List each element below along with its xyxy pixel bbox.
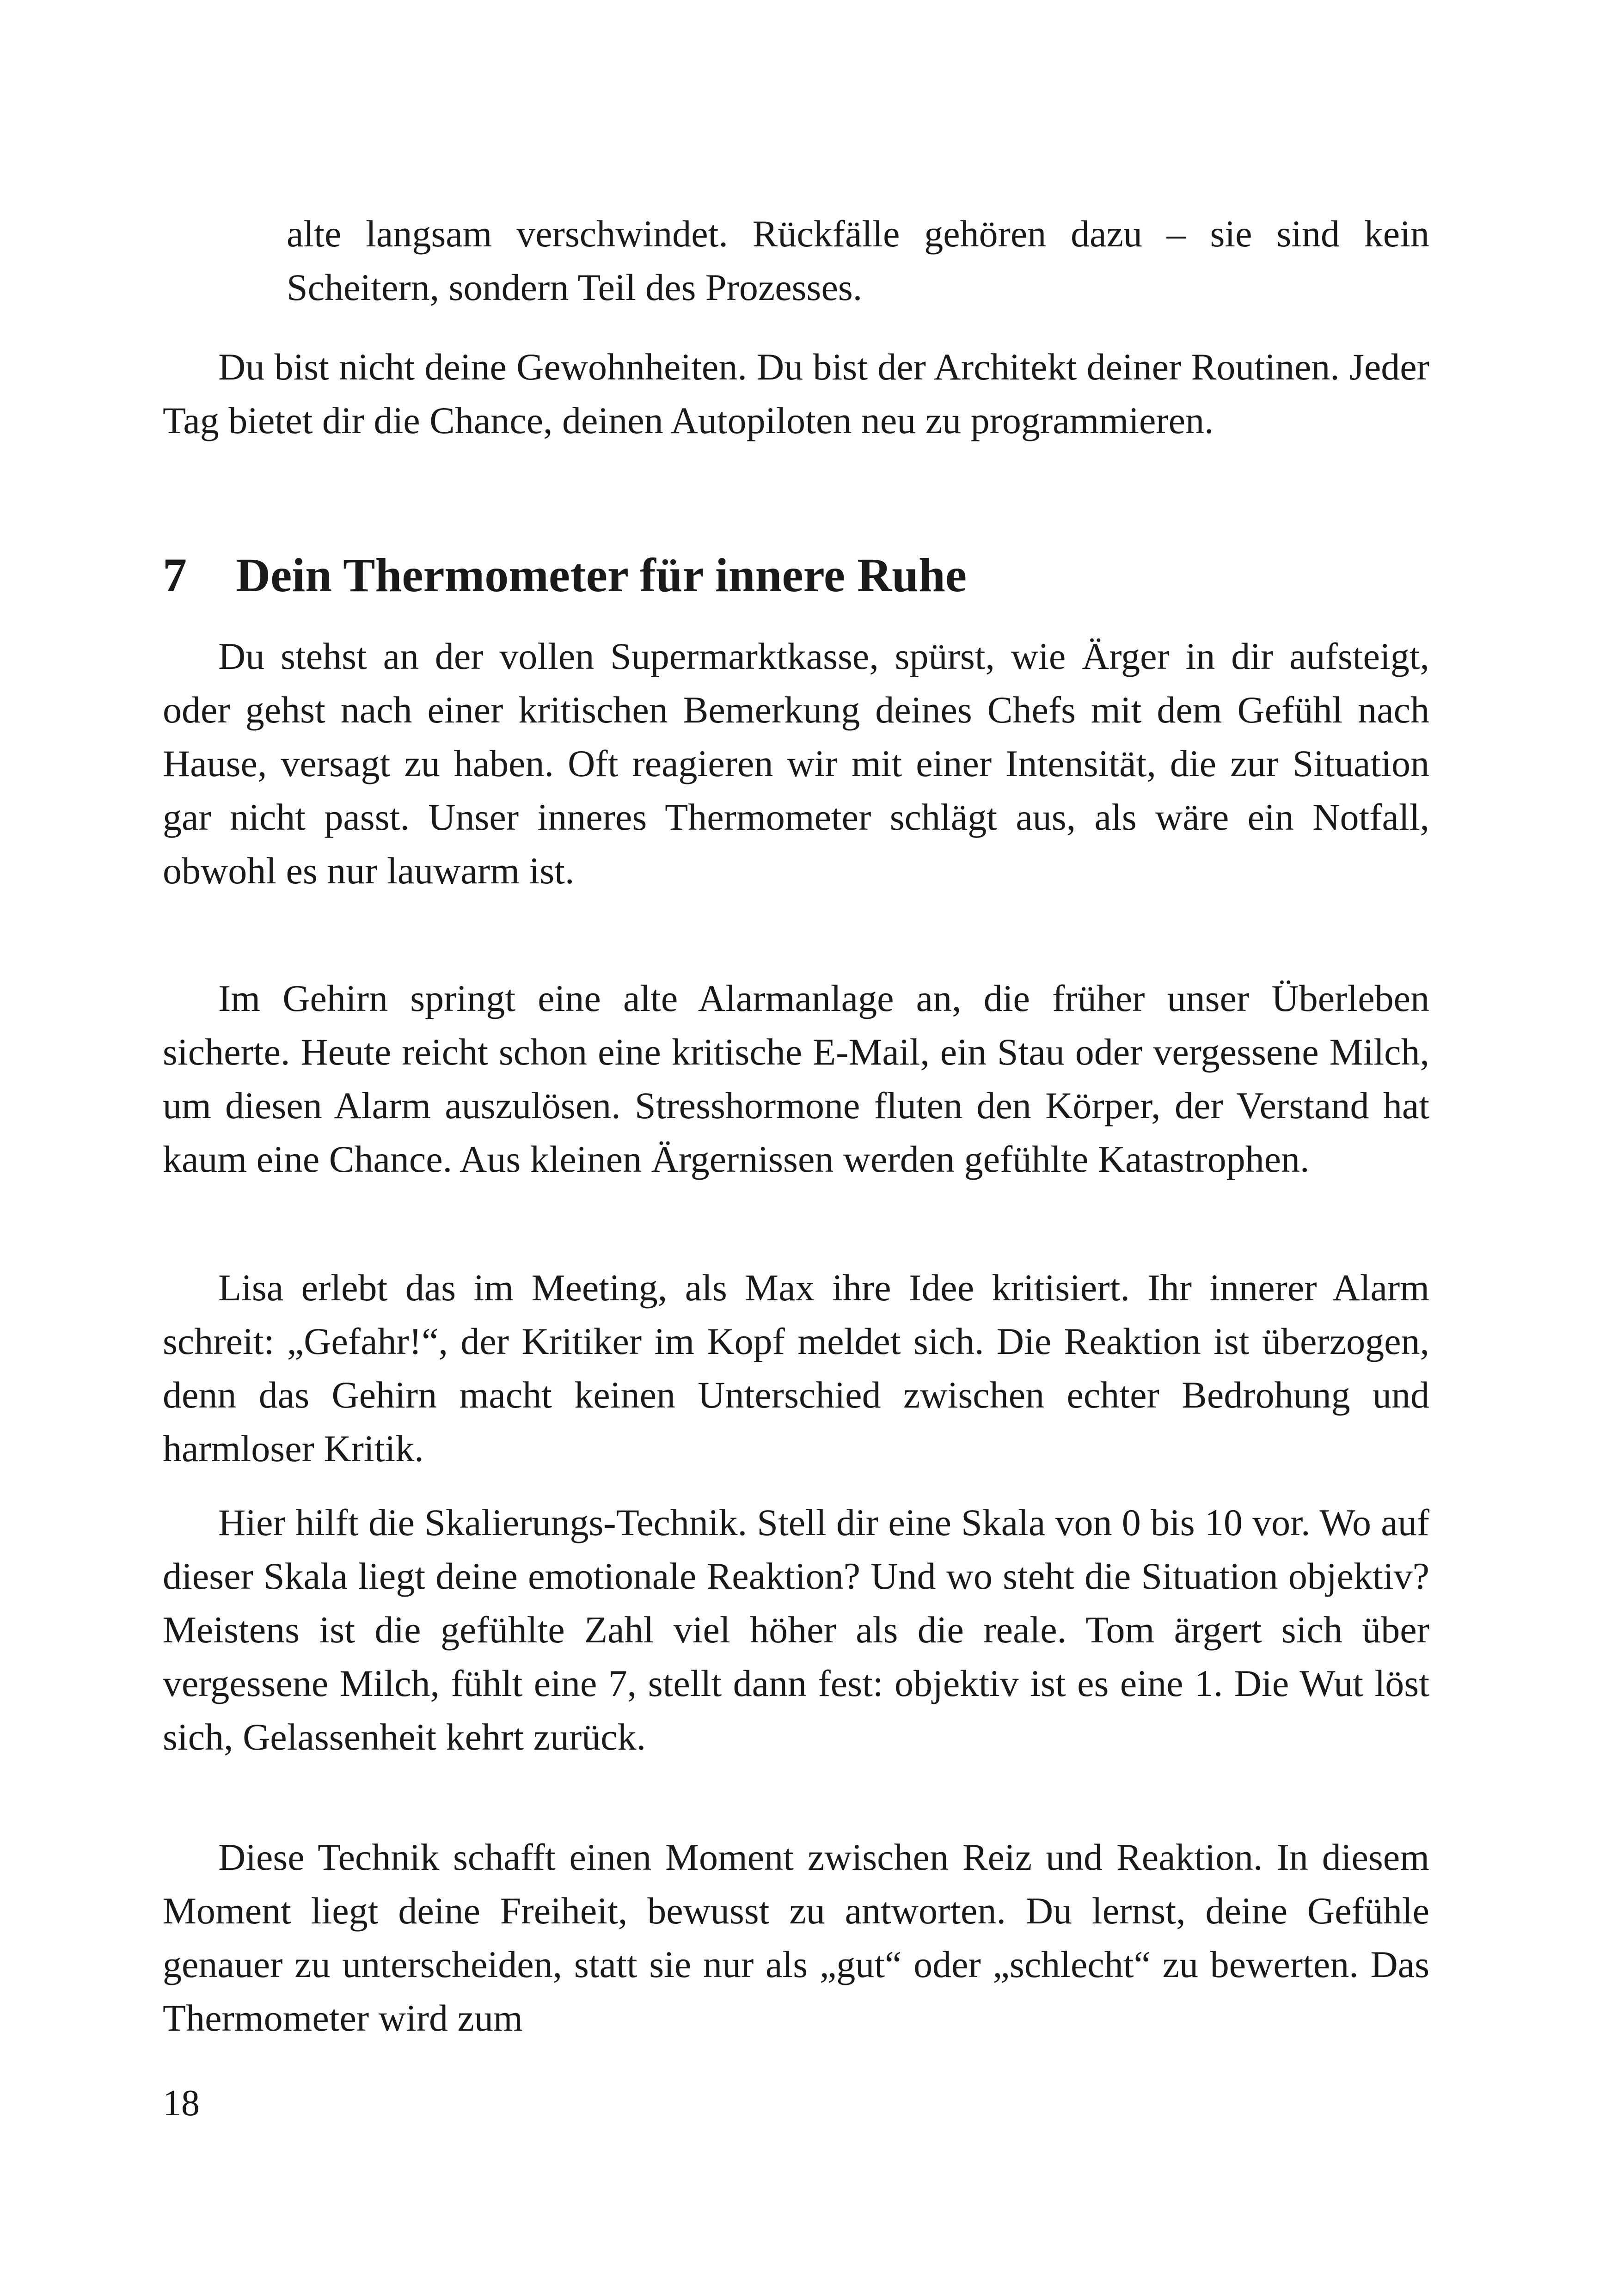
page-number: 18 — [163, 2083, 200, 2124]
body-paragraph: Lisa erlebt das im Meeting, als Max ihre Idee kritisiert. Ihr innerer Alarm schreit: „Gefahr!“, der Kritiker im Kopf meldet sich. Die Reaktion ist überzogen, denn das Gehirn macht keinen Unterschied zwischen echter Bedrohung und harmloser Kritik. — [163, 1267, 1429, 1469]
body-paragraph: Diese Technik schafft einen Moment zwischen Reiz und Reaktion. In diesem Moment liegt deine Freiheit, bewusst zu antworten. Du lernst, deine Gefühle genauer zu unterscheiden, statt sie nur als „gut“ oder „schlecht“ zu bewerten. Das Thermometer wird zum — [163, 1836, 1429, 2039]
section-title: Dein Thermometer für innere Ruhe — [236, 549, 967, 602]
body-paragraph: Im Gehirn springt eine alte Alarmanlage an, die früher unser Überleben sicherte. Heute reicht schon eine kritische E-Mail, ein Stau oder vergessene Milch, um diesen Alarm auszulösen. Stresshormone fluten den Körper, der Verstand hat kaum eine Chance. Aus kleinen Ärgernissen werden gefühlte Katastrophen. — [163, 977, 1429, 1180]
body-paragraph-block-4 — [163, 1496, 1429, 1764]
body-paragraph-block-2 — [163, 972, 1429, 1186]
closing-paragraph-block — [163, 340, 1429, 447]
body-paragraph-block-1 — [163, 630, 1429, 898]
continued-list-item-text: alte langsam verschwindet. Rückfälle gehören dazu – sie sind kein Scheitern, sondern Teil des Prozesses. — [287, 213, 1429, 308]
section-number: 7 — [163, 549, 187, 602]
section-heading — [163, 545, 1429, 606]
body-paragraph: Du stehst an der vollen Supermarktkasse, spürst, wie Ärger in dir aufsteigt, oder gehst nach einer kritischen Bemerkung deines Chefs mit dem Gefühl nach Hause, versagt zu haben. Oft reagieren wir mit einer Intensität, die zur Situation gar nicht passt. Unser inneres Thermometer schlägt aus, als wäre ein Notfall, obwohl es nur lauwarm ist. — [163, 635, 1429, 892]
closing-paragraph: Du bist nicht deine Gewohnheiten. Du bist der Architekt deiner Routinen. Jeder Tag bietet dir die Chance, deinen Autopiloten neu zu programmieren. — [163, 346, 1429, 441]
body-paragraph: Hier hilft die Skalierungs-Technik. Stell dir eine Skala von 0 bis 10 vor. Wo auf dieser Skala liegt deine emotionale Reaktion? Und wo steht die Situation objektiv? Meistens ist die gefühlte Zahl viel höher als die reale. Tom ärgert sich über vergessene Milch, fühlt eine 7, stellt dann fest: objektiv ist es eine 1. Die Wut löst sich, Gelassenheit kehrt zurück. — [163, 1501, 1429, 1758]
body-paragraph-block-3 — [163, 1261, 1429, 1476]
body-paragraph-block-5 — [163, 1831, 1429, 2045]
